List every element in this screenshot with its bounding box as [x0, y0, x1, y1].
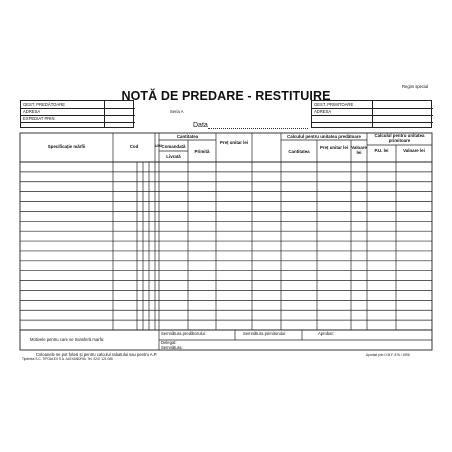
- delegate-label: Delegat:: [161, 340, 177, 345]
- document-title: NOTĂ DE PREDARE - RESTITUIRE: [121, 89, 331, 103]
- col-valoare-lei-2: Valoare lei: [403, 148, 425, 153]
- approved-label: Aprobat:: [318, 331, 334, 336]
- col-calcul-predatoare: Calculul pentru unitatea predătoare: [287, 134, 361, 139]
- col-cantitatea-2: Cantitatea: [288, 149, 310, 154]
- col-cod: Cod: [129, 144, 139, 149]
- col-specificatie: Specificație mărfii: [47, 144, 86, 149]
- printer-note: Tipărirea S.C. TIPOALEX S.A. ALEXANDRIA. Tel. 0247 121 066: [22, 357, 113, 361]
- series-label: Seria A: [170, 109, 184, 114]
- sender-address-label: ADRESA: [23, 108, 41, 114]
- col-calcul-primitoare: Calculul pentru unitatea primitoare: [374, 133, 425, 143]
- col-comandata: Comandată: [161, 144, 186, 149]
- col-um: U/M: [155, 144, 162, 148]
- approval-note: Aprobat prin O.M.F. 876 / 1996: [366, 353, 410, 357]
- receiver-signature-label: Semnătura primitorului:: [243, 331, 287, 336]
- motive-label: Motivele pentru care se transferă marfa:: [30, 337, 105, 342]
- shipped-via-label: EXPEDIAT PRIN: [23, 115, 55, 121]
- col-pu-lei: P.U. lei: [374, 148, 389, 153]
- sender-label: GEST. PREDĂTOARE: [23, 101, 66, 107]
- col-valoare-lei: Valoare lei: [351, 145, 367, 156]
- col-livrata: Livrată: [166, 154, 181, 159]
- note-columns: Coloanele se pot folosi și pentru calculul rabatului sau pentru A.P.: [36, 352, 158, 357]
- regime-label: Regim special: [402, 84, 429, 89]
- date-label: Data: [193, 122, 208, 129]
- col-primita: Primită: [194, 149, 210, 154]
- col-cantitatea: Cantitatea: [176, 134, 199, 139]
- col-pret-unitar-lei: Preț unitar lei: [319, 145, 349, 150]
- col-pret-unitar: Preț unitar lei: [219, 140, 249, 145]
- sender-signature-label: Semnătura predătorului:: [161, 331, 206, 336]
- receiver-address-label: ADRESA: [314, 108, 332, 114]
- receiver-label: GEST. PRIMITOARE: [314, 101, 354, 107]
- signature-label: Semnătura:: [161, 345, 183, 350]
